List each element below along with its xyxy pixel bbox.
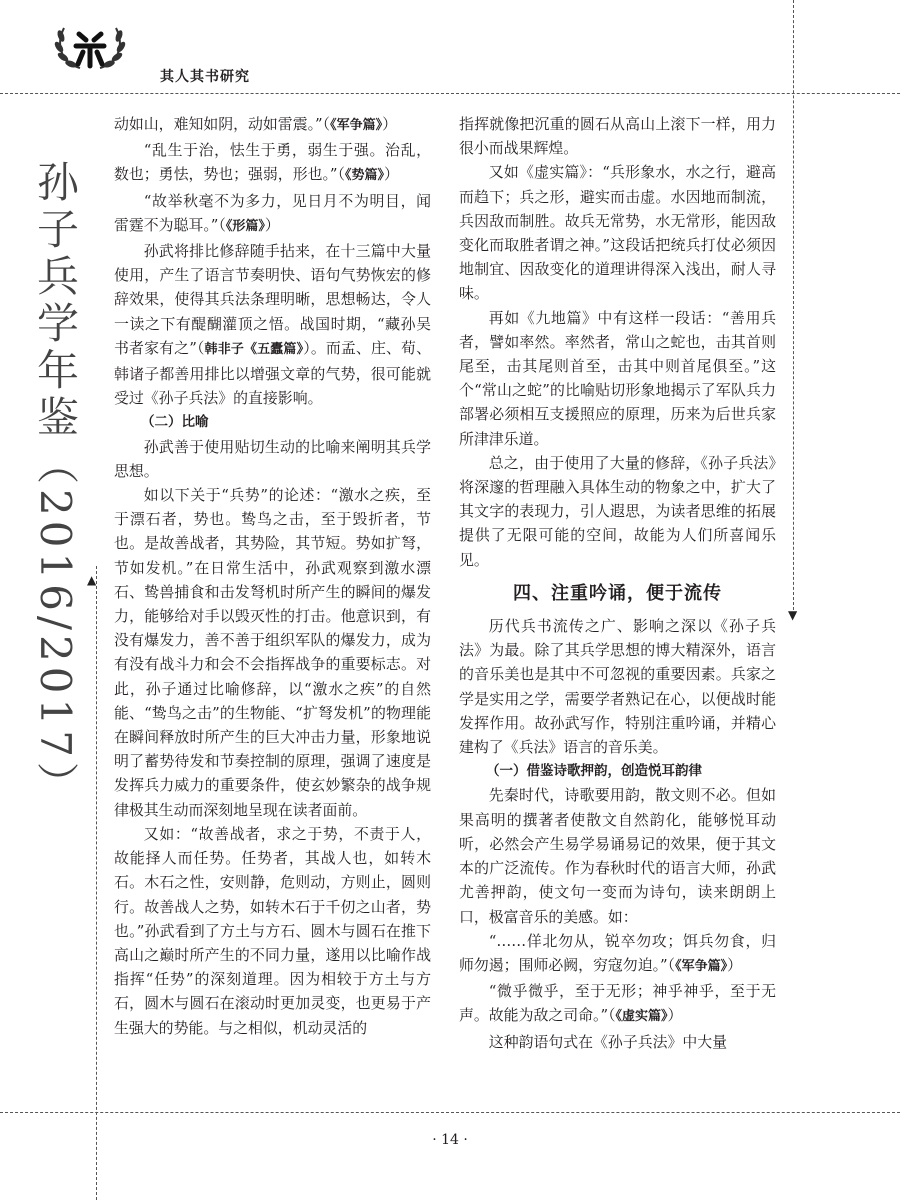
page-number: · 14 · [432, 1132, 468, 1148]
paragraph: 动如山，难知如阴，动如雷震。”（《军争篇》） [114, 115, 397, 133]
paragraph: 先秦时代，诗歌要用韵，散文则不必。但如果高明的撰著者使散文自然韵化，能够悦耳动听，必然会产生易学易诵易记的效果，便于其文本的广泛流传。作为春秋时代的语言大师，孙武尤善押韵，使文句一变而为诗句，读来朗朗上口，极富音乐的美感。如： [459, 786, 776, 926]
paragraph: 指挥就像把沉重的圆石从高山上滚下一样，用力很小而战果辉煌。 [459, 115, 776, 158]
journal-logo-icon [50, 22, 130, 74]
paragraph: 孙武将排比修辞随手拈来，在十三篇中大量使用，产生了语言节奏明快、语句气势恢宏的修辞效果，使得其兵法条理明晰，思想畅达，令人一读之下有醍醐灌顶之悟。战国时期，“藏孙吴书者家有之”（韩非子《五蠹篇》）。而孟、庄、荀、韩诸子都善用排比以增强文章的气势，很可能就受过《孙子兵法》的直接影响。 [114, 242, 431, 408]
paragraph: 这种韵语句式在《孙子兵法》中大量 [488, 1032, 728, 1051]
journal-title: 孙子兵学年鉴（2016/2017） [31, 160, 80, 809]
paragraph: 如以下关于“兵势”的论述：“激水之疾，至于漂石者，势也。鸷鸟之击，至于毁折者，节也。是故善战者，其势险，其节短。势如扩弩，节如发机。”在日常生活中，孙武观察到激水漂石、鸷兽捕食和击发弩机时所产生的瞬间的爆发力，能够给对手以毁灭性的打击。他意识到，有没有爆发力，善不善于组织军队的爆发力，成为有没有战斗力和会不会指挥战争的重要标志。对此，孙子通过比喻修辞，以“激水之疾”的自然能、“鸷鸟之击”的生物能、“扩弩发机”的物理能在瞬间释放时所产生的巨大冲击力量，形象地说明了蓄势待发和节奏控制的原理，强调了速度是发挥兵力威力的重要条件，使玄妙繁杂的战争规律极其生动而深刻地呈现在读者面前。 [114, 486, 431, 819]
paragraph: 总之，由于使用了大量的修辞，《孙子兵法》将深邃的哲理融入具体生动的物象之中，扩大了其文字的表现力，引人遐思，为读者思维的拓展提供了无限可能的空间，故能为人们所喜闻乐见。 [459, 453, 776, 569]
paragraph: 又如：“故善战者，求之于势，不责于人，故能择人而任势。任势者，其战人也，如转木石。木石之性，安则静，危则动，方则止，圆则行。故善战人之势，如转木石于千仞之山者，势也。”孙武看到了方土与方石、圆木与圆石在推下高山之巅时所产生的不同力量，遂用以比喻作战指挥“任势”的深刻道理。因为相较于方土与方石，圆木与圆石在滚动时更加灵变，也更易于产生强大的势能。与之相似，机动灵活的 [114, 824, 431, 1037]
section-heading: 四、注重吟诵，便于流传 [513, 582, 722, 604]
right-margin-rule [793, 0, 794, 610]
quote-paragraph: “故举秋毫不为多力，见日月不为明目，闻雷霆不为聪耳。”（《形篇》） [114, 191, 431, 234]
running-head: 其人其书研究 [160, 69, 250, 85]
paragraph: 又如《虚实篇》：“兵形象水，水之行，避高而趋下；兵之形，避实而击虚。水因地而制流，兵因敌而制胜。故兵无常势，水无常形，能因敌变化而取胜者谓之神。”这段话把统兵打仗必须因地制宜、因敌变化的道理讲得深入浅出，耐人寻味。 [459, 163, 776, 303]
left-margin-rule [96, 566, 97, 1200]
paragraph: 历代兵书流传之广、影响之深以《孙子兵法》为最。除了其兵学思想的博大精深外，语言的音乐美也是其中不可忽视的重要因素。兵家之学是实用之学，需要学者熟记在心，以便战时能发挥作用。故孙武写作，特别注重吟诵，并精心建构了《兵法》语言的音乐美。 [459, 617, 776, 757]
subsection-heading: （一）借鉴诗歌押韵，创造悦耳韵律 [486, 763, 702, 780]
paragraph: 孙武善于使用贴切生动的比喻来阐明其兵学思想。 [114, 437, 431, 480]
subsection-heading: （二）比喻 [141, 414, 209, 431]
quote-paragraph: “微乎微乎，至于无形；神乎神乎，至于无声。故能为敌之司命。”（《虚实篇》） [459, 982, 776, 1025]
footer-divider [0, 1112, 900, 1113]
arrow-down-icon: ▼ [788, 608, 798, 622]
header-divider [0, 93, 900, 94]
quote-paragraph: “……佯北勿从，锐卒勿攻；饵兵勿食，归师勿遏；围师必阙，穷寇勿迫。”（《军争篇》） [459, 931, 776, 974]
left-column [114, 112, 431, 1040]
arrow-up-icon: ▲ [87, 573, 97, 587]
right-column [459, 112, 776, 1054]
quote-paragraph: “乱生于治，怯生于勇，弱生于强。治乱，数也；勇怯，势也；强弱，形也。”（《势篇》） [114, 141, 431, 184]
paragraph: 再如《九地篇》中有这样一段话：“善用兵者，譬如率然。率然者，常山之蛇也，击其首则尾至，击其尾则首至，击其中则首尾俱至。”这个“常山之蛇”的比喻贴切形象地揭示了军队兵力部署必须相互支援照应的原理，历来为后世兵家所津津乐道。 [459, 308, 776, 448]
